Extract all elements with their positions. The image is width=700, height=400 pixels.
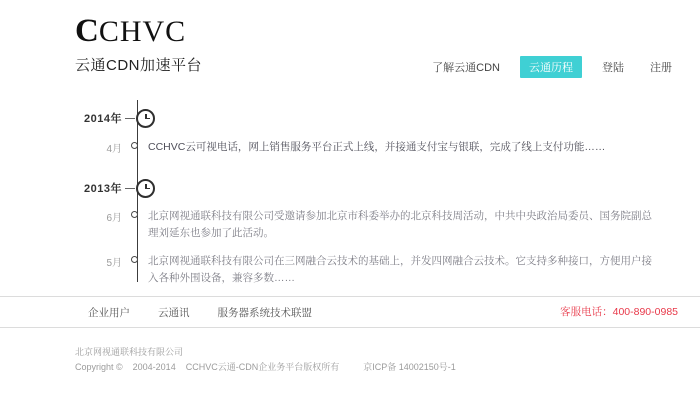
- icp-record: 京ICP备 14002150号-1: [363, 362, 456, 372]
- circle-dot-icon: [131, 142, 138, 149]
- year-label: 2013年: [84, 183, 122, 195]
- footer-info: [75, 345, 456, 375]
- timeline-year-2013: [70, 178, 155, 198]
- footer-company: 北京网视通联科技有限公司: [75, 347, 184, 357]
- event-dot-wrap: [122, 208, 146, 218]
- timeline-section: [0, 88, 700, 288]
- timeline-event: [70, 253, 660, 287]
- event-date: 4月: [106, 144, 122, 155]
- footer-link-enterprise[interactable]: 企业用户: [88, 306, 130, 319]
- event-date: 5月: [106, 258, 122, 269]
- year-tick: [125, 118, 135, 119]
- brand[interactable]: [75, 14, 202, 75]
- main-nav: [426, 56, 678, 78]
- footer-copyright-line: [75, 360, 456, 375]
- footer-link-server-alliance[interactable]: 服务器系统技术联盟: [217, 306, 312, 319]
- timeline-event: [70, 208, 660, 242]
- year-label: 2014年: [84, 113, 122, 125]
- footer-link-bar: [0, 296, 700, 328]
- timeline-event: [70, 139, 660, 156]
- site-header: [0, 0, 700, 88]
- copyright-rights: CCHVC云通-CDN企业务平台版权所有: [185, 362, 340, 372]
- hotline-text: 客服电话：400-890-0985: [560, 306, 678, 318]
- logo-initial: C: [75, 13, 99, 49]
- clock-icon: [136, 179, 155, 198]
- event-text: 北京网视通联科技有限公司受邀请参加北京市科委举办的北京科技周活动，中共中央政治局委员、国务院副总理刘延东也参加了此活动。: [148, 210, 652, 239]
- circle-dot-icon: [131, 256, 138, 263]
- nav-item-about[interactable]: 了解云通CDN: [432, 62, 500, 74]
- event-date: 6月: [106, 213, 122, 224]
- clock-icon: [136, 109, 155, 128]
- timeline-year-2014: [70, 108, 155, 128]
- logo: [75, 14, 202, 49]
- event-dot-wrap: [122, 253, 146, 263]
- nav-item-register[interactable]: 注册: [650, 62, 672, 74]
- brand-subtitle: 云通CDN加速平台: [75, 57, 202, 74]
- circle-dot-icon: [131, 211, 138, 218]
- footer-link-cloud-comm[interactable]: 云通讯: [158, 306, 190, 319]
- logo-text: CHVC: [98, 15, 187, 48]
- nav-item-login[interactable]: 登陆: [602, 62, 624, 74]
- copyright-mark: Copyright ©: [75, 362, 123, 372]
- year-tick: [125, 188, 135, 189]
- copyright-years: 2004-2014: [132, 362, 176, 372]
- timeline: [0, 88, 700, 288]
- event-dot-wrap: [122, 139, 146, 149]
- event-text: CCHVC云可视电话，网上销售服务平台正式上线，并接通支付宝与银联，完成了线上支付功能……: [148, 141, 606, 153]
- nav-item-history[interactable]: 云通历程: [520, 56, 582, 78]
- event-text: 北京网视通联科技有限公司在三网融合云技术的基础上，并发四网融合云技术。它支持多种接口，方便用户接入各种外围设备，兼容多数……: [148, 255, 652, 284]
